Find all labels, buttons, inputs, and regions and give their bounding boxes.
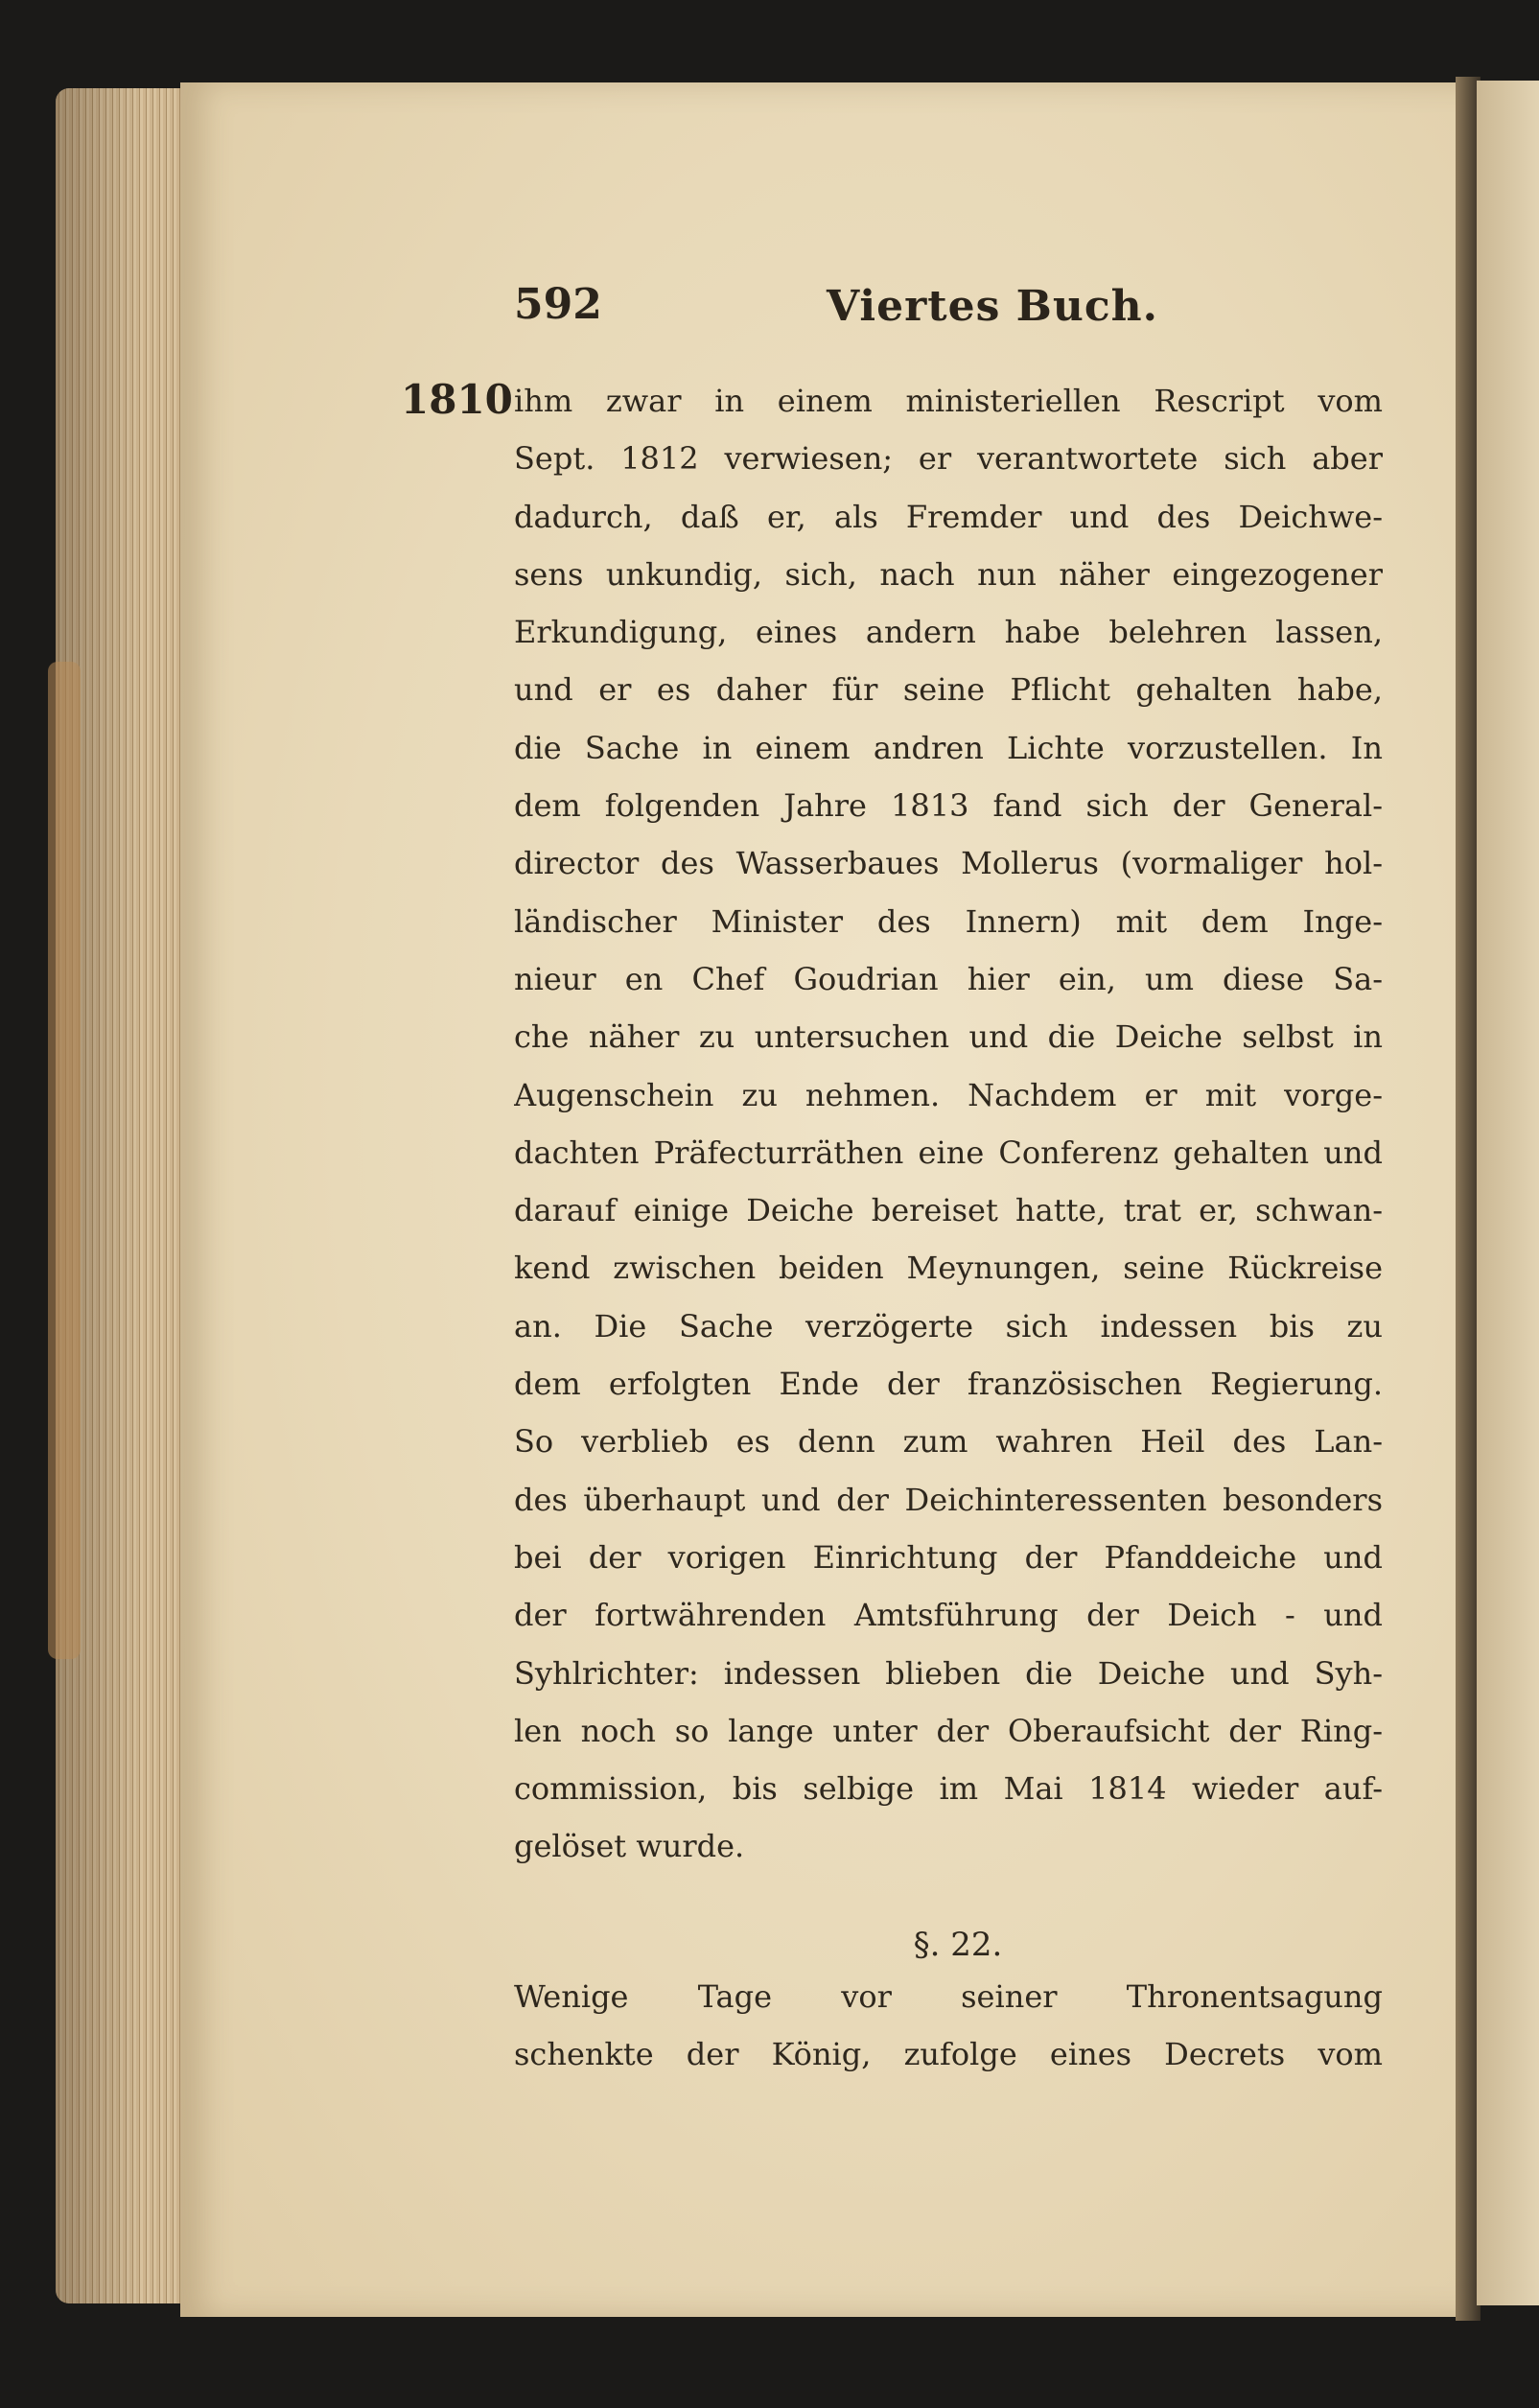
text-line: ländischer Minister des Innern) mit dem Inge- bbox=[514, 902, 1383, 940]
body-text bbox=[514, 372, 1383, 1876]
text-line: len noch so lange unter der Oberaufsicht der Ring- bbox=[514, 1712, 1383, 1749]
text-line: nieur en Chef Goudrian hier ein, um diese Sa- bbox=[514, 960, 1383, 997]
text-line: an. Die Sache verzögerte sich indessen bis zu bbox=[514, 1307, 1383, 1344]
text-line: des überhaupt und der Deichinteressenten besonders bbox=[514, 1481, 1383, 1518]
text-line: dadurch, daß er, als Fremder und des Deichwe- bbox=[514, 498, 1383, 535]
text-line: che näher zu untersuchen und die Deiche selbst in bbox=[514, 1018, 1383, 1056]
facing-page-edge bbox=[1477, 81, 1539, 2305]
section-text bbox=[514, 1968, 1383, 2084]
text-line: Augenschein zu nehmen. Nachdem er mit vorge- bbox=[514, 1076, 1383, 1113]
text-line: darauf einige Deiche bereiset hatte, trat er, schwan- bbox=[514, 1192, 1383, 1229]
text-line: der fortwährenden Amtsführung der Deich - und bbox=[514, 1597, 1383, 1634]
text-line: gelöset wurde. bbox=[514, 1828, 745, 1865]
text-line: kend zwischen beiden Meynungen, seine Rückreise bbox=[514, 1250, 1383, 1287]
section-heading: §. 22. bbox=[913, 1926, 1003, 1964]
page-header bbox=[514, 280, 1396, 347]
text-line: ihm zwar in einem ministeriellen Rescript vom bbox=[514, 383, 1383, 419]
text-line: Sept. 1812 verwiesen; er verantwortete sich aber bbox=[514, 440, 1383, 478]
text-line: dem folgenden Jahre 1813 fand sich der General- bbox=[514, 787, 1383, 825]
text-line: bei der vorigen Einrichtung der Pfanddeiche und bbox=[514, 1538, 1383, 1576]
text-line: die Sache in einem andren Lichte vorzustellen. In bbox=[514, 729, 1383, 766]
text-line: Erkundigung, eines andern habe belehren lassen, bbox=[514, 614, 1383, 651]
margin-year: 1810 bbox=[401, 376, 513, 423]
edge-stain bbox=[48, 662, 81, 1659]
text-line: commission, bis selbige im Mai 1814 wieder auf- bbox=[514, 1770, 1383, 1808]
text-line: schenkte der König, zufolge eines Decrets vom bbox=[514, 2036, 1383, 2073]
text-line: dem erfolgten Ende der französischen Regierung. bbox=[514, 1366, 1383, 1403]
running-head: Viertes Buch. bbox=[827, 282, 1158, 331]
text-line: sens unkundig, sich, nach nun näher eingezogener bbox=[514, 555, 1383, 593]
text-line: director des Wasserbaues Mollerus (vormaliger hol- bbox=[514, 845, 1383, 882]
text-line: Syhlrichter: indessen blieben die Deiche und Syh- bbox=[514, 1654, 1383, 1692]
text-line: So verblieb es denn zum wahren Heil des Lan- bbox=[514, 1423, 1383, 1461]
page-number: 592 bbox=[514, 280, 602, 329]
text-line: und er es daher für seine Pflicht gehalten habe, bbox=[514, 671, 1383, 709]
text-line: Wenige Tage vor seiner Thronentsagung bbox=[514, 1978, 1383, 2015]
text-line: dachten Präfecturräthen eine Conferenz gehalten und bbox=[514, 1134, 1383, 1171]
